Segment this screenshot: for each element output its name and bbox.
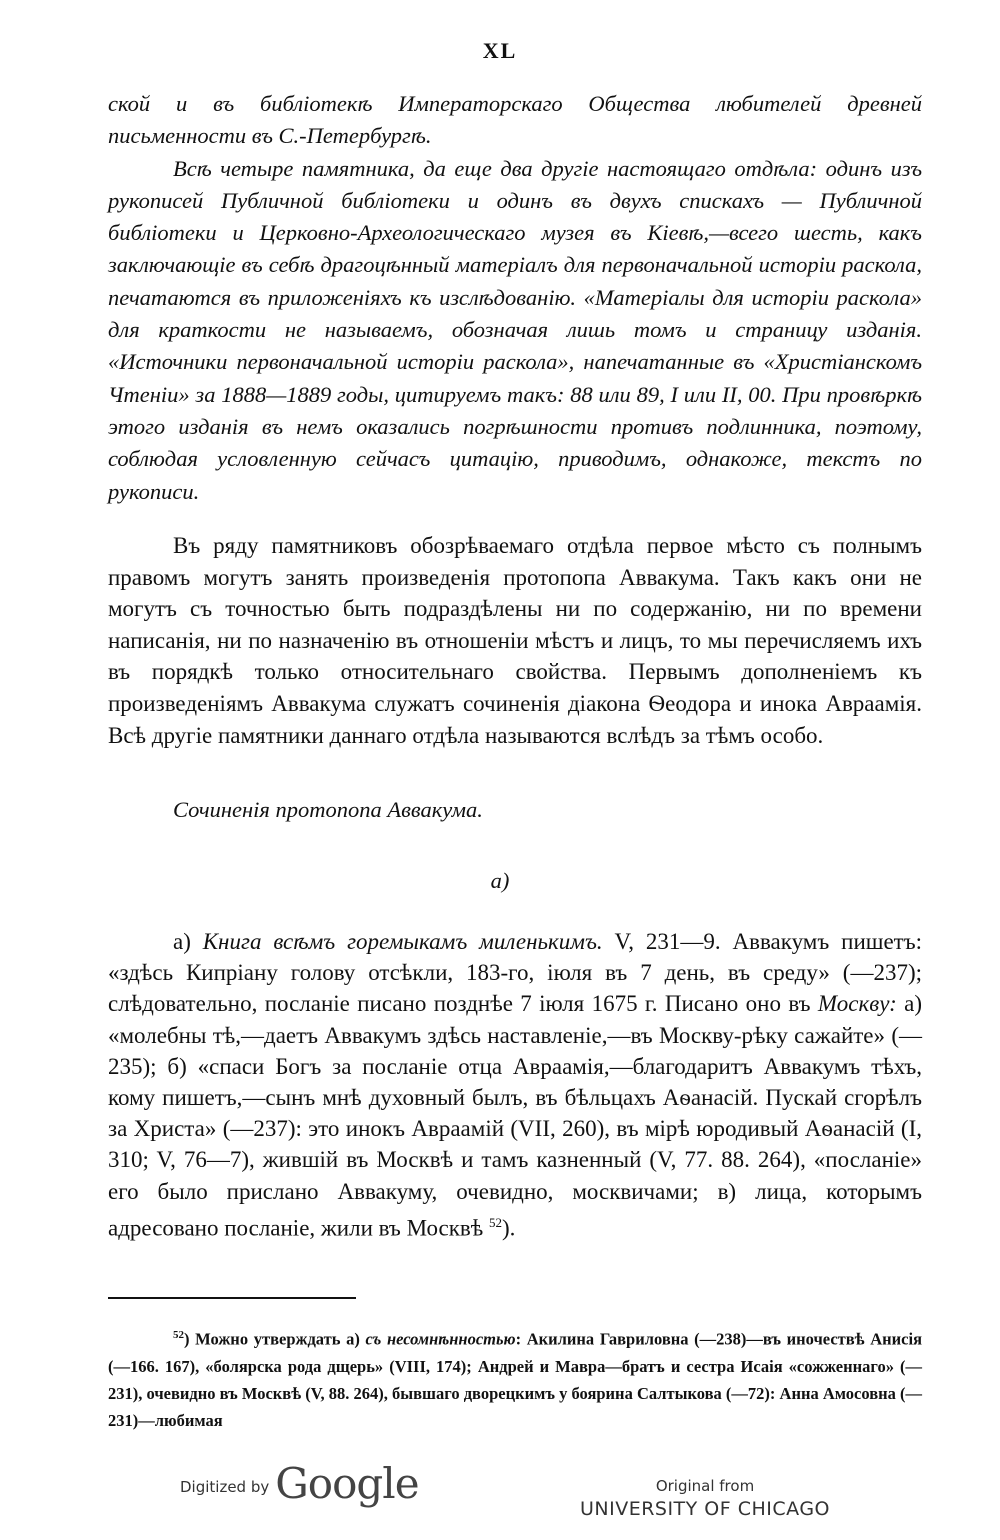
- page-number: XL: [482, 38, 518, 63]
- footnote-section: [108, 1322, 922, 1434]
- digitized-by-google: [180, 1448, 419, 1508]
- main-paragraph: Въ ряду памятниковъ обозрѣваемаго отдѣла первое мѣсто съ полнымъ правомъ могутъ занять произведенія протопопа Аввакума. Такъ какъ они не могутъ съ точностью быть подраздѣлены ни по содержанію, ни по времени написанія, ни по назначенію въ отношеніи мѣстъ и лицъ, то мы перечисляемъ ихъ въ порядкѣ только относительнаго свойства. Первымъ дополненіемъ къ произведеніямъ Аввакума служатъ сочиненія діакона Ѳеодора и инока Авраамія. Всѣ другіе памятники даннаго отдѣла называются вслѣдъ за тѣмъ особо.: [108, 533, 922, 748]
- entry-paragraph: [108, 926, 922, 1244]
- entry-title: Книга всѣмъ горемыкамъ миленькимъ.: [202, 929, 603, 954]
- intro-italic-section: [108, 88, 922, 508]
- footnote-emphasis: съ несомнѣнностью: [365, 1329, 516, 1349]
- footnote-text-part-2: : Акилина Гавриловна (—238)—въ иночествѣ Анисія (—166. 167), «болярска рода дщерь» (VIII, 174); Андрей и Мавра—братъ и сестра Исаія «сожженнаго» (—231), очевидно въ Москвѣ (V, 88. 264), бывшаго дворецкимъ у боярина Салтыкова (—72): Анна Амосовна (—231)—любимая: [108, 1329, 922, 1430]
- original-from-label: Original from: [655, 1477, 755, 1495]
- entry-marker: а): [173, 929, 203, 954]
- footnote-paragraph: [108, 1322, 922, 1434]
- intro-paragraph-sources: Всѣ четыре памятника, да еще два другіе настоящаго отдѣла: одинъ изъ рукописей Публичной библіотеки и одинъ въ двухъ спискахъ — Публичной библіотеки и Церковно-Археологическаго музея въ Кіевѣ,—всего шесть, какъ заключающіе въ себѣ драгоцѣнный матеріалъ для первоначальной исторіи раскола, печатаются въ приложеніяхъ къ изслѣдованію. «Матеріалы для исторіи раскола» для краткости не называемъ, обозначая лишь томъ и страницу изданія. «Источники первоначальной исторіи раскола», напечатанные въ «Христіанскомъ Чтеніи» за 1888—1889 годы, цитируемъ такъ: 88 или 89, I или II, 00. При провѣркѣ этого изданія въ немъ оказались погрѣшности противъ подлинника, поэтому, соблюдая условленную сейчасъ цитацію, приводимъ, однакоже, текстъ по рукописи.: [108, 155, 922, 504]
- original-source: [560, 1476, 850, 1522]
- entry-text-part-3: ).: [502, 1215, 516, 1241]
- section-heading: Сочиненія протопопа Аввакума.: [173, 797, 483, 822]
- digitized-by-label: Digitized by: [180, 1478, 270, 1496]
- main-text-section: [108, 530, 922, 751]
- entry-place: Москву:: [817, 991, 897, 1017]
- entry-section: [108, 926, 922, 1244]
- intro-paragraph-continued: ской и въ библіотекѣ Императорскаго Общества любителей древней письменности въ С.-Петербургѣ.: [108, 91, 922, 149]
- footnote-divider: [108, 1297, 356, 1299]
- footnote-reference: 52: [489, 1214, 503, 1230]
- entry-text-part-2: а) «молебны тѣ,—даетъ Аввакумъ здѣсь наставленіе,—въ Москву-рѣку сажайте» (—235); б) «спаси Богъ за посланіе отца Авраамія,—благодаритъ Аввакумъ тѣхъ, кому пишетъ,—сынъ мнѣ духовный былъ, въ бѣльцахъ Аѳанасій. Пускай сгорѣлъ за Христа» (—237): это инокъ Авраамій (VII, 260), въ мірѣ юродивый Аѳанасій (I, 310; V, 76—7), жившій въ Москвѣ и тамъ казненный (V, 77. 88. 264), «посланіе» его было прислано Аввакуму, очевидно, москвичами; в) лица, которымъ адресовано посланіе, жили въ Москвѣ: [108, 991, 922, 1241]
- subsection-letter: а): [490, 868, 510, 893]
- footnote-text-part-1: ) Можно утверждать а): [184, 1329, 366, 1349]
- institution-name: UNIVERSITY OF CHICAGO: [579, 1498, 831, 1520]
- entry-text-part-1: V, 231—9. Аввакумъ пишетъ: «здѣсь Кипріану голову отсѣкли, 183-го, іюля въ 7 день, въ среду» (—237); слѣдовательно, посланіе писано позднѣе 7 іюля 1675 г. Писано оно въ: [108, 929, 923, 1017]
- google-logo: Google: [275, 1459, 419, 1508]
- footnote-marker: 52: [173, 1329, 184, 1341]
